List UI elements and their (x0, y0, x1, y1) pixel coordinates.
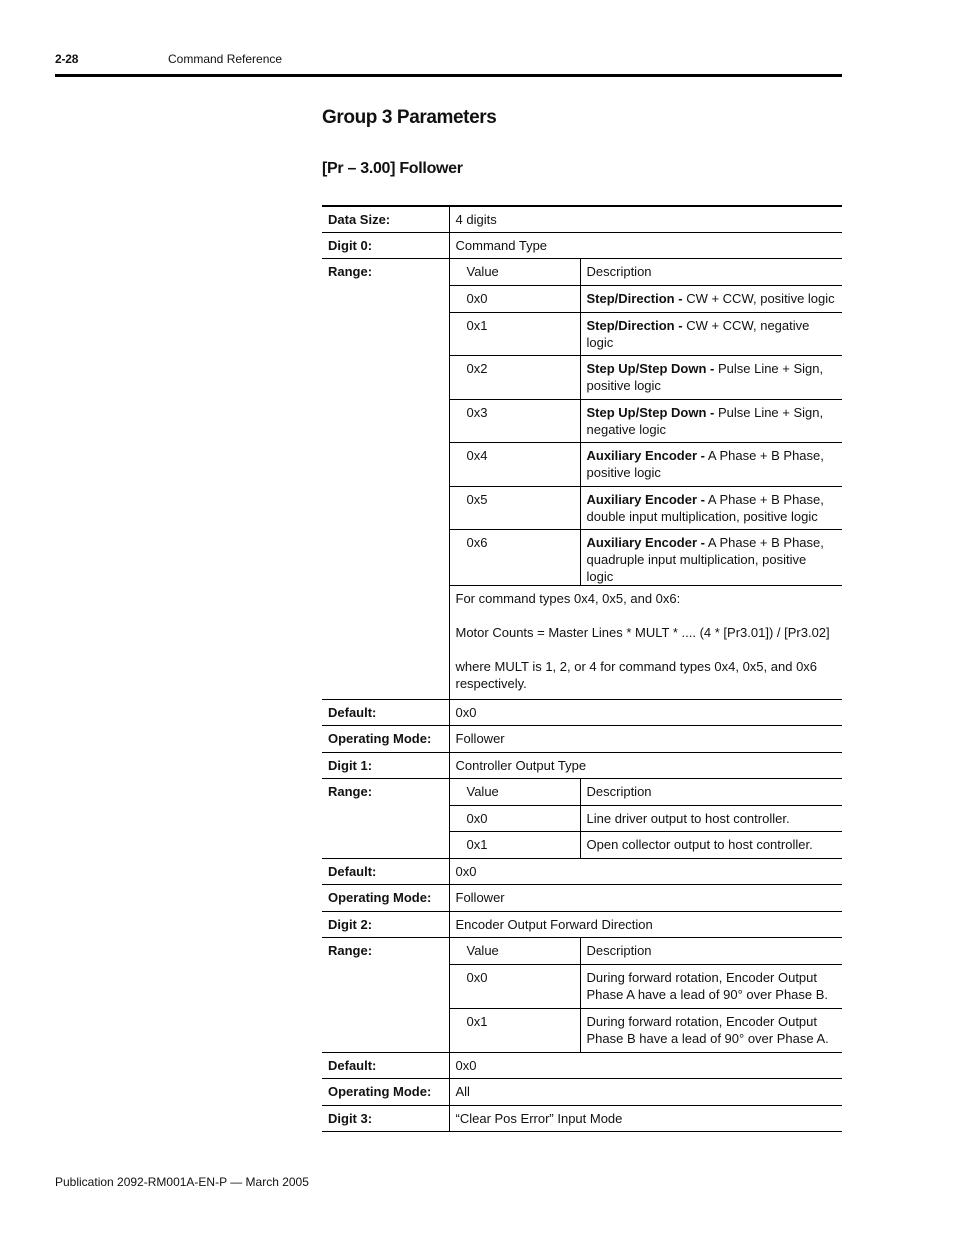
option-description: A Phase + B Phase, positive logic (586, 447, 824, 480)
table-row (322, 858, 842, 884)
option-description: Pulse Line + Sign, negative logic (586, 404, 824, 437)
option-value: 0x0 (449, 285, 580, 312)
option-description-cell (580, 964, 842, 1008)
option-description-cell (580, 805, 842, 831)
option-name: Step Up/Step Down - (586, 360, 715, 376)
default-label: Default: (322, 1052, 449, 1078)
default-value: 0x0 (449, 858, 842, 884)
operating-mode-label: Operating Mode: (322, 1078, 449, 1105)
value-header: Value (449, 258, 580, 285)
description-header: Description (580, 937, 842, 964)
option-value: 0x1 (449, 831, 580, 858)
option-name: Step/Direction - (586, 290, 683, 306)
option-name: Step Up/Step Down - (586, 404, 715, 420)
option-description-cell (580, 312, 842, 355)
option-description-cell (580, 1008, 842, 1052)
operating-mode-value: All (449, 1078, 842, 1105)
default-value: 0x0 (449, 699, 842, 725)
option-description-cell (580, 486, 842, 529)
description-header: Description (580, 778, 842, 805)
option-description: During forward rotation, Encoder Output Phase B have a lead of 90° over Phase A. (586, 1013, 829, 1046)
table-row (322, 206, 842, 232)
option-value: 0x1 (449, 1008, 580, 1052)
table-row (322, 232, 842, 258)
option-description: Line driver output to host controller. (586, 810, 790, 826)
parameter-title: [Pr – 3.00] Follower (322, 160, 463, 177)
option-value: 0x1 (449, 312, 580, 355)
digit3-label: Digit 3: (322, 1105, 449, 1131)
range-label: Range: (322, 258, 449, 699)
value-header: Value (449, 778, 580, 805)
digit1-label: Digit 1: (322, 752, 449, 778)
option-value: 0x4 (449, 442, 580, 486)
data-size-value: 4 digits (449, 206, 842, 232)
parameter-table (322, 205, 842, 1132)
data-size-label: Data Size: (322, 206, 449, 232)
command-type-note (449, 585, 842, 699)
table-row (322, 778, 842, 805)
range-label: Range: (322, 778, 449, 858)
option-description: CW + CCW, positive logic (682, 290, 835, 306)
option-description: A Phase + B Phase, double input multiplication, positive logic (586, 491, 824, 524)
value-header: Value (449, 937, 580, 964)
operating-mode-value: Follower (449, 884, 842, 911)
option-description-cell (580, 831, 842, 858)
note-line: For command types 0x4, 0x5, and 0x6: (455, 590, 681, 606)
digit2-label: Digit 2: (322, 911, 449, 937)
option-description-cell (580, 355, 842, 399)
description-header: Description (580, 258, 842, 285)
option-name: Step/Direction - (586, 317, 683, 333)
table-row (322, 1078, 842, 1105)
digit0-label: Digit 0: (322, 232, 449, 258)
option-description: Open collector output to host controller. (586, 836, 813, 852)
running-header: Command Reference (168, 52, 283, 66)
table-row (322, 911, 842, 937)
table-row (322, 258, 842, 285)
operating-mode-label: Operating Mode: (322, 725, 449, 752)
option-value: 0x2 (449, 355, 580, 399)
table-row (322, 937, 842, 964)
table-row (322, 884, 842, 911)
digit2-name: Encoder Output Forward Direction (449, 911, 842, 937)
group-title: Group 3 Parameters (322, 107, 497, 128)
digit0-name: Command Type (449, 232, 842, 258)
option-name: Auxiliary Encoder - (586, 534, 705, 550)
operating-mode-label: Operating Mode: (322, 884, 449, 911)
note-formula: Motor Counts = Master Lines * MULT * .... (4 * [Pr3.01]) / [Pr3.02] (455, 624, 830, 640)
table-row (322, 752, 842, 778)
default-value: 0x0 (449, 1052, 842, 1078)
table-row (322, 699, 842, 725)
range-label: Range: (322, 937, 449, 1052)
digit3-name: “Clear Pos Error” Input Mode (449, 1105, 842, 1131)
option-description: During forward rotation, Encoder Output Phase A have a lead of 90° over Phase B. (586, 969, 829, 1002)
option-description: Pulse Line + Sign, positive logic (586, 360, 824, 393)
table-row (322, 1105, 842, 1131)
option-description-cell (580, 529, 842, 585)
option-name: Auxiliary Encoder - (586, 447, 705, 463)
option-value: 0x3 (449, 399, 580, 442)
option-value: 0x5 (449, 486, 580, 529)
digit1-name: Controller Output Type (449, 752, 842, 778)
option-value: 0x6 (449, 529, 580, 585)
header-rule (55, 74, 842, 77)
table-row (322, 1052, 842, 1078)
publication-footer: Publication 2092-RM001A-EN-P — March 2005 (55, 1175, 309, 1189)
option-name: Auxiliary Encoder - (586, 491, 705, 507)
note-line: where MULT is 1, 2, or 4 for command types 0x4, 0x5, and 0x6 respectively. (455, 658, 818, 691)
option-description: A Phase + B Phase, quadruple input multiplication, positive logic (586, 534, 824, 584)
option-value: 0x0 (449, 805, 580, 831)
option-description-cell (580, 285, 842, 312)
operating-mode-value: Follower (449, 725, 842, 752)
table-row (322, 725, 842, 752)
option-value: 0x0 (449, 964, 580, 1008)
option-description: CW + CCW, negative logic (586, 317, 810, 350)
option-description-cell (580, 399, 842, 442)
page-number: 2-28 (55, 52, 79, 66)
default-label: Default: (322, 858, 449, 884)
option-description-cell (580, 442, 842, 486)
default-label: Default: (322, 699, 449, 725)
